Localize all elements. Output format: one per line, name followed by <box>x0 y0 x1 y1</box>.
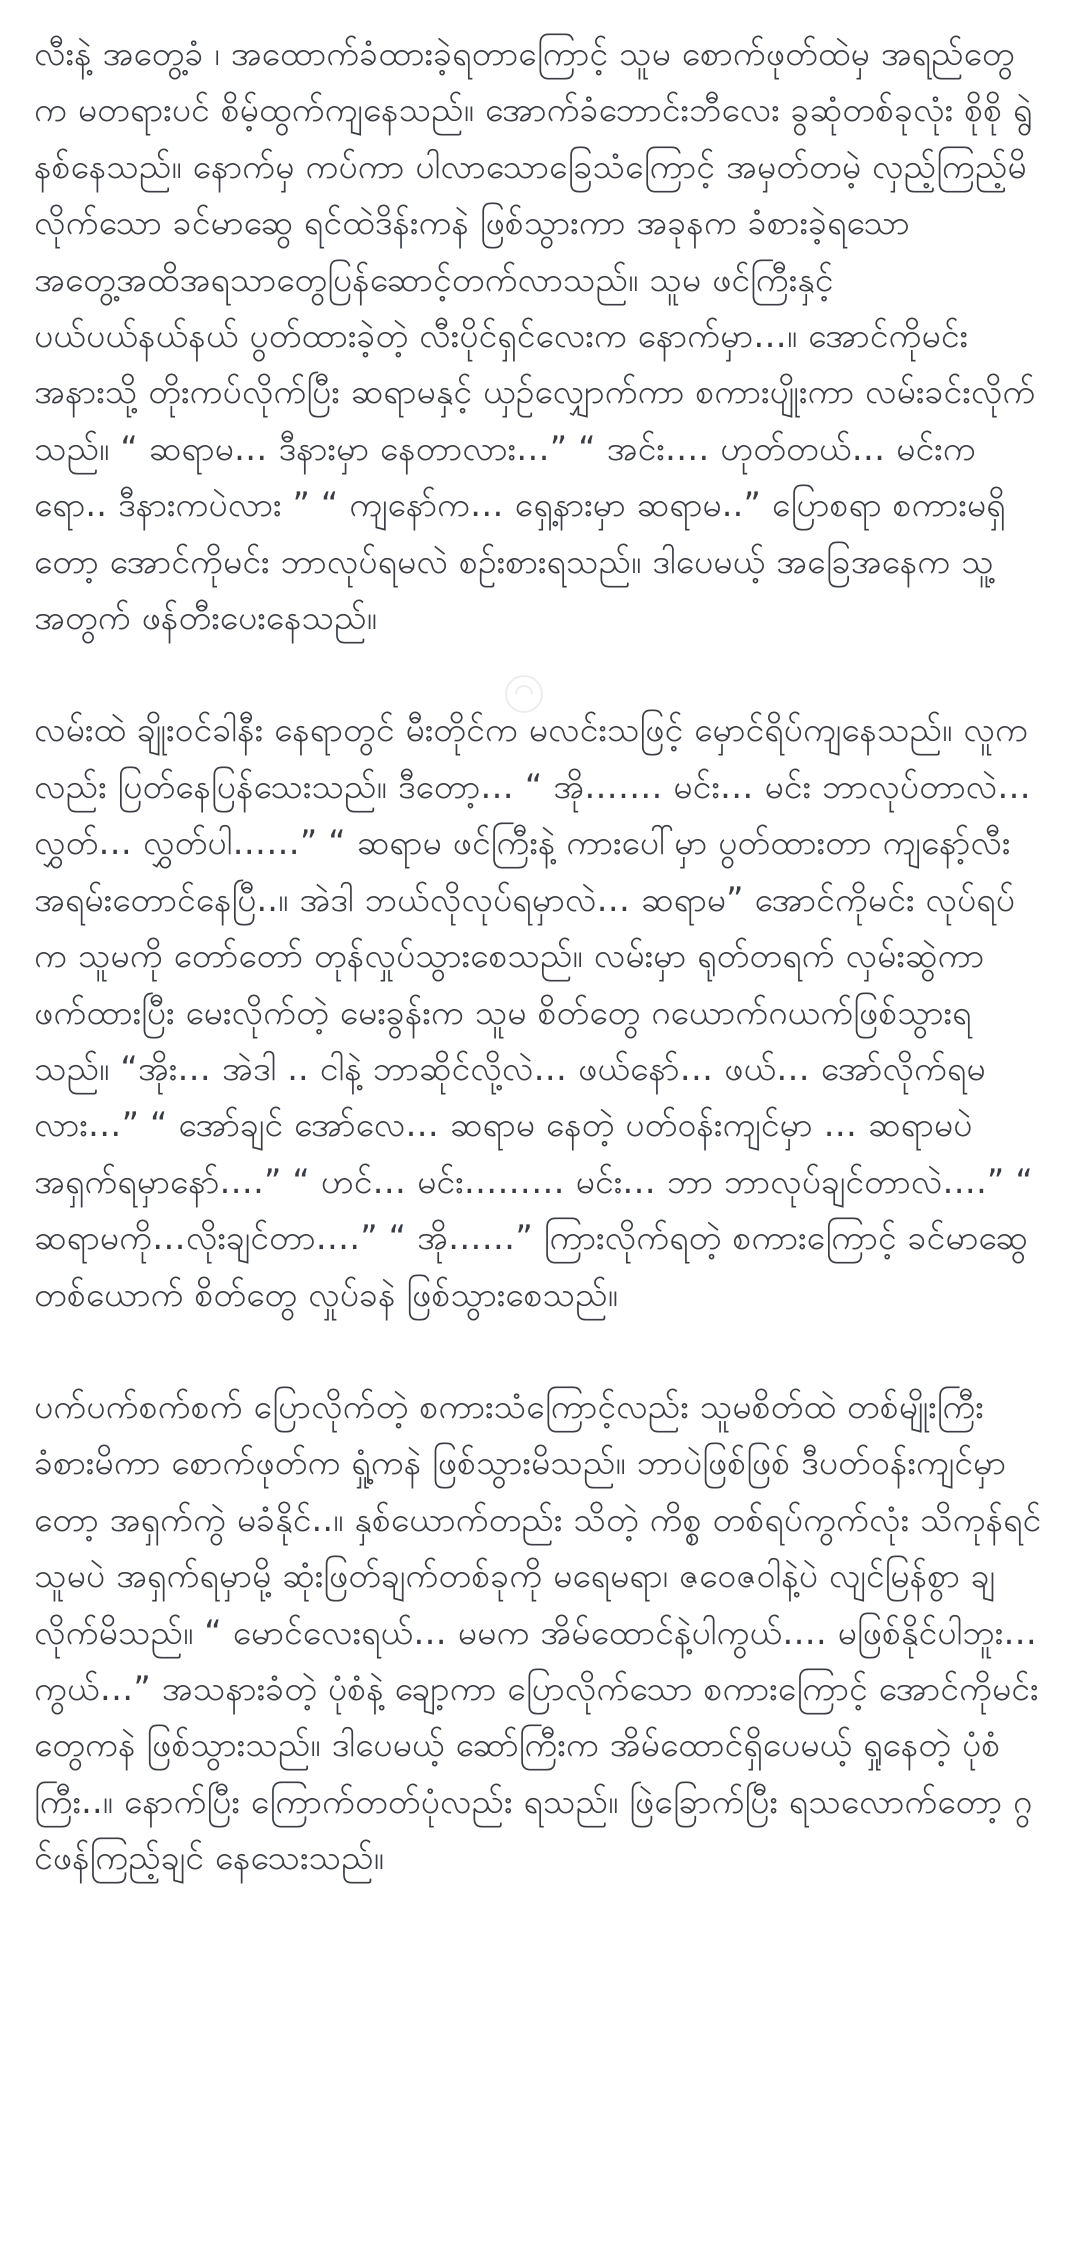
watermark-icon <box>502 672 546 716</box>
story-paragraph-2: လမ်းထဲ ချိုးဝင်ခါနီး နေရာတွင် မီးတိုင်က မလင်းသဖြင့် မှောင်ရိပ်ကျနေသည်။ လူကလည်း ပြတ်နေပြန်သေးသည်။ ဒီတော့… “ အို……. မင်း… မင်း ဘာလုပ်တာလဲ… လွှတ်… လွှတ်ပါ……” “ ဆရာမ ဖင်ကြီးနဲ့ ကားပေါ်မှာ ပွတ်ထားတာ ကျနော့်လီး အရမ်းတောင်နေပြီ..။ အဲဒါ ဘယ်လိုလုပ်ရမှာလဲ… ဆရာမ” အောင်ကိုမင်း လုပ်ရပ်က သူမကို တော်တော် တုန်လှုပ်သွားစေသည်။ လမ်းမှာ ရုတ်တရက် လှမ်းဆွဲကာ ဖက်ထားပြီး မေးလိုက်တဲ့ မေးခွန်းက သူမ စိတ်တွေ ဂယောက်ဂယက်ဖြစ်သွားရသည်။ “အိုး… အဲဒါ .. ငါနဲ့ ဘာဆိုင်လို့လဲ… ဖယ်နော်… ဖယ်… အော်လိုက်ရမလား…” “ အော်ချင် အော်လေ… ဆရာမ နေတဲ့ ပတ်ဝန်းကျင်မှာ … ဆရာမပဲ အရှက်ရမှာနော်….” “ ဟင်… မင်း……… မင်း… ဘာ ဘာလုပ်ချင်တာလဲ….” “ ဆရာမကို…လိုးချင်တာ….” “ အို……” ကြားလိုက်ရတဲ့ စကားကြောင့် ခင်မာဆွေတစ်ယောက် စိတ်တွေ လှုပ်ခနဲ ဖြစ်သွားစေသည်။ <box>34 710 1033 1314</box>
story-paragraph-1: လီးနဲ့ အတွေ့ခံ ၊ အထောက်ခံထားခဲ့ရတာကြောင့် သူမ စောက်ဖုတ်ထဲမှ အရည်တွေက မတရားပင် စိမ့်ထွက်ကျနေသည်။ အောက်ခံဘောင်းဘီလေး ခွဆုံတစ်ခုလုံး စိုစို ရွဲနစ်နေသည်။ နောက်မှ ကပ်ကာ ပါလာသောခြေသံကြောင့် အမှတ်တမဲ့ လှည့်ကြည့်မိလိုက်သော ခင်မာဆွေ ရင်ထဲဒိန်းကနဲ ဖြစ်သွားကာ အခုနက ခံစားခဲ့ရသော အတွေ့အထိအရသာတွေပြန်ဆောင့်တက်လာသည်။ သူမ ဖင်ကြီးနှင့် ပယ်ပယ်နယ်နယ် ပွတ်ထားခဲ့တဲ့ လီးပိုင်ရှင်လေးက နောက်မှာ…။ အောင်ကိုမင်း အနားသို့ တိုးကပ်လိုက်ပြီး ဆရာမနှင့် ယှဉ်လျှောက်ကာ စကားပျိုးကာ လမ်းခင်းလိုက်သည်။ “ ဆရာမ… ဒီနားမှာ နေတာလား…” “ အင်း…. ဟုတ်တယ်… မင်းကရော.. ဒီနားကပဲလား ” “ ကျနော်က… ရှေ့နားမှာ ဆရာမ..” ပြောစရာ စကားမရှိတော့ အောင်ကိုမင်း ဘာလုပ်ရမလဲ စဉ်းစားရသည်။ ဒါပေမယ့် အခြေအနေက သူ့အတွက် ဖန်တီးပေးနေသည်။ <box>34 34 1036 638</box>
story-paragraph-3: ပက်ပက်စက်စက် ပြောလိုက်တဲ့ စကားသံကြောင့်လည်း သူမစိတ်ထဲ တစ်မျိုးကြီး ခံစားမိကာ စောက်ဖုတ်က ရှုံ့ကနဲ ဖြစ်သွားမိသည်။ ဘာပဲဖြစ်ဖြစ် ဒီပတ်ဝန်းကျင်မှာတော့ အရှက်ကွဲ မခံနိုင်..။ နှစ်ယောက်တည်း သိတဲ့ ကိစ္စ တစ်ရပ်ကွက်လုံး သိကုန်ရင် သူမပဲ အရှက်ရမှာမို့ ဆုံးဖြတ်ချက်တစ်ခုကို မရေမရာ၊ ဇဝေဇဝါနဲ့ပဲ လျင်မြန်စွာ ချလိုက်မိသည်။ “ မောင်လေးရယ်… မမက အိမ်ထောင်နဲ့ပါကွယ်…. မဖြစ်နိုင်ပါဘူး… ကွယ်…” အသနားခံတဲ့ ပုံစံနဲ့ ချော့ကာ ပြောလိုက်သော စကားကြောင့် အောင်ကိုမင်း တွေကနဲ ဖြစ်သွားသည်။ ဒါပေမယ့် ဆော်ကြီးက အိမ်ထောင်ရှိပေမယ့် ရှုနေတဲ့ ပုံစံကြီး..။ နောက်ပြီး ကြောက်တတ်ပုံလည်း ရသည်။ ဖြဲခြောက်ပြီး ရသလောက်တော့ ဂွင်ဖန်ကြည့်ချင် နေသေးသည်။ <box>34 1386 1042 1878</box>
